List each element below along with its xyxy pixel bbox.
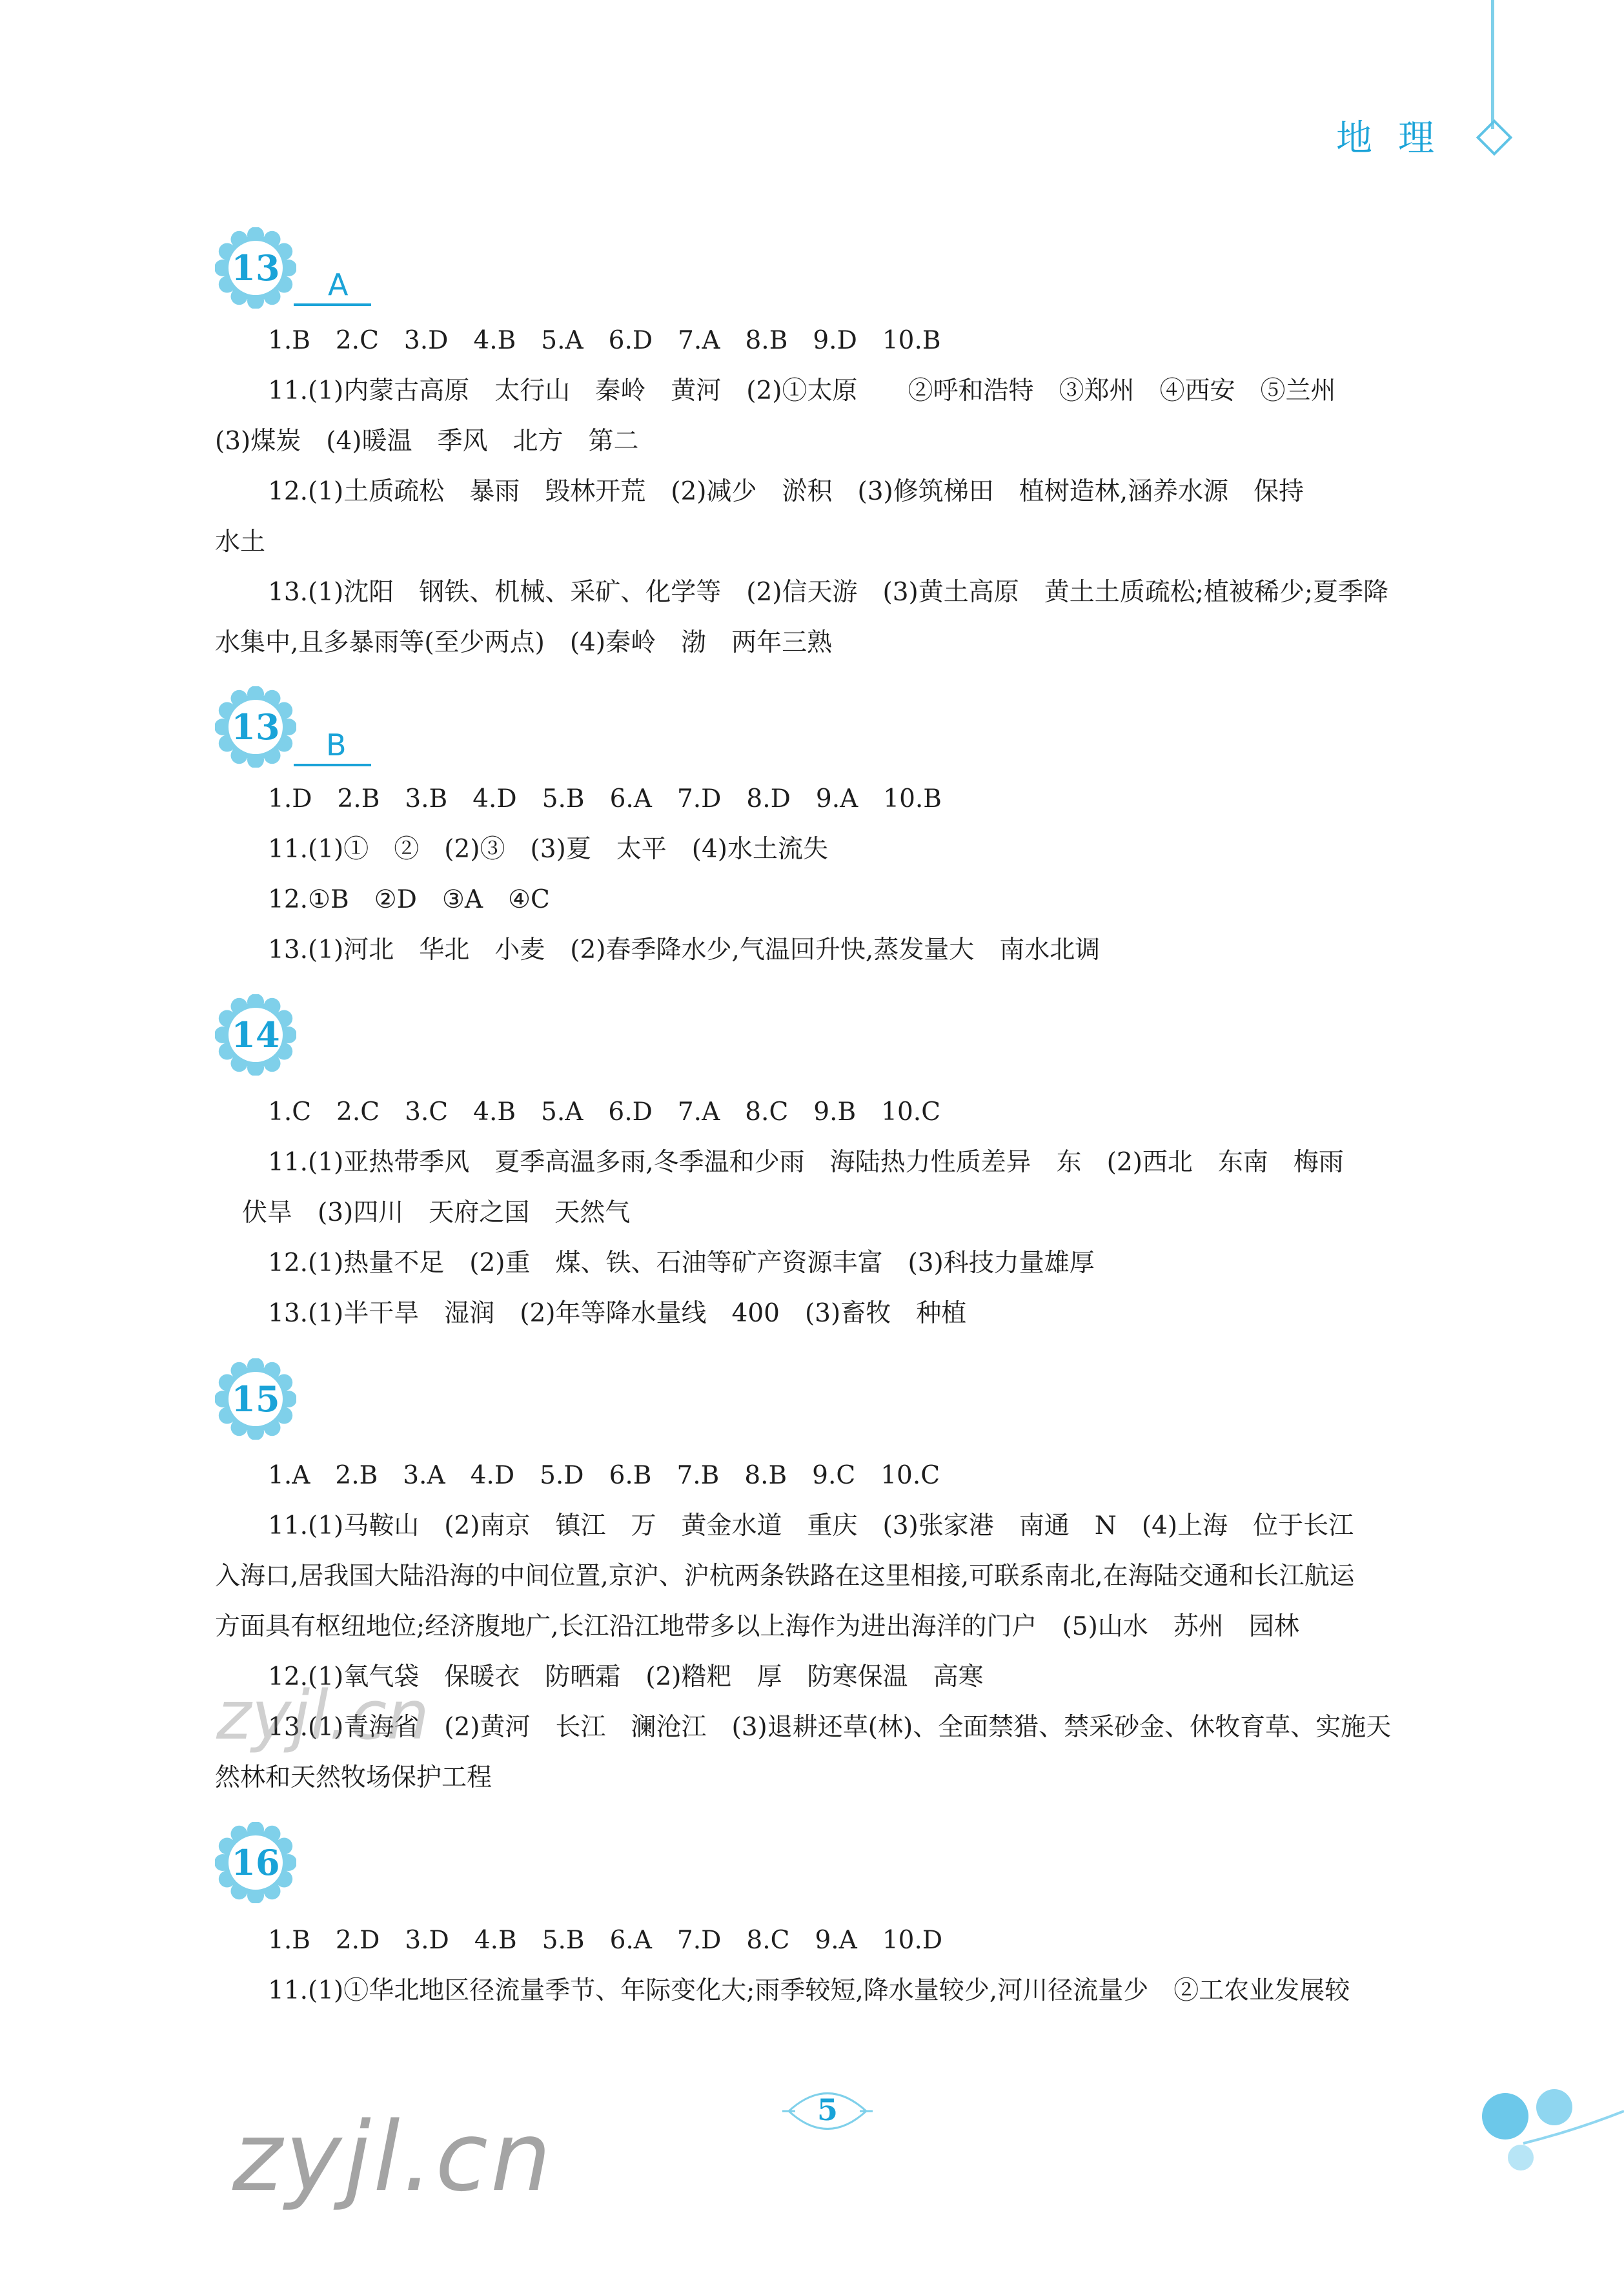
- answer-line: 13.(1)河北 华北 小麦 (2)春季降水少,气温回升快,蒸发量大 南水北调: [268, 935, 1101, 965]
- subject-title: 地理: [1336, 117, 1460, 159]
- answer-line: 12.(1)氧气袋 保暖衣 防晒霜 (2)糌粑 厚 防寒保温 高寒: [268, 1662, 984, 1691]
- answer-line: 13.(1)半干旱 湿润 (2)年等降水量线 400 (3)畜牧 种植: [268, 1299, 967, 1328]
- answer-line: 水集中,且多暴雨等(至少两点) (4)秦岭 渤 两年三熟: [215, 628, 833, 657]
- answer-line: 12.(1)热量不足 (2)重 煤、铁、石油等矿产资源丰富 (3)科技力量雄厚: [268, 1249, 1095, 1278]
- section-badge: [215, 686, 296, 768]
- watermark: zyjl.cn: [216, 1676, 430, 1755]
- section-sub-label: B: [326, 728, 347, 762]
- header-decorative-line: [1491, 0, 1494, 129]
- answer-line: 入海口,居我国大陆沿海的中间位置,京沪、沪杭两条铁路在这里相接,可联系南北,在海陆交通和长江航运: [215, 1562, 1355, 1591]
- section-number: 15: [231, 1378, 280, 1420]
- section-number: 13: [231, 706, 280, 748]
- answer-line: 1.C 2.C 3.C 4.B 5.A 6.D 7.A 8.C 9.B 10.C: [268, 1098, 941, 1127]
- answer-line: 13.(1)青海省 (2)黄河 长江 澜沧江 (3)退耕还草(林)、全面禁猎、禁采砂金、休牧育草、实施天: [268, 1713, 1392, 1742]
- answer-line: 13.(1)沈阳 钢铁、机械、采矿、化学等 (2)信天游 (3)黄土高原 黄土土质疏松;植被稀少;夏季降: [268, 578, 1389, 607]
- answer-line: 11.(1)①华北地区径流量季节、年际变化大;雨季较短,降水量较少,河川径流量少 ②工农业发展较: [268, 1976, 1350, 2005]
- answer-line: 1.D 2.B 3.B 4.D 5.B 6.A 7.D 8.D 9.A 10.B: [268, 784, 942, 813]
- answer-line: 水土: [215, 527, 266, 557]
- watermark: zyjl.cn: [232, 2101, 554, 2212]
- answer-line: 12.(1)土质疏松 暴雨 毁林开荒 (2)减少 淤积 (3)修筑梯田 植树造林,涵养水源 保持: [268, 477, 1304, 506]
- page-number-text: 5: [817, 2092, 838, 2127]
- section-number: 14: [231, 1014, 280, 1056]
- answer-line: 1.B 2.C 3.D 4.B 5.A 6.D 7.A 8.B 9.D 10.B: [268, 326, 941, 355]
- section-badge: [215, 1358, 296, 1440]
- section-badge: [215, 227, 296, 309]
- answer-line: 然林和天然牧场保护工程: [215, 1763, 492, 1792]
- diamond-icon: [1476, 119, 1513, 156]
- section-number: 16: [231, 1842, 280, 1883]
- answer-line: 11.(1)亚热带季风 夏季高温多雨,冬季温和少雨 海陆热力性质差异 东 (2)西北 东南 梅雨: [268, 1148, 1344, 1177]
- answer-line: 1.B 2.D 3.D 4.B 5.B 6.A 7.D 8.C 9.A 10.D: [268, 1926, 943, 1955]
- section-badge: [215, 994, 296, 1076]
- answer-line: 方面具有枢纽地位;经济腹地广,长江沿江地带多以上海作为进出海洋的门户 (5)山水 苏州 园林: [215, 1612, 1299, 1641]
- answer-line: 11.(1)内蒙古高原 太行山 秦岭 黄河 (2)①太原 ②呼和浩特 ③郑州 ④西安 ⑤兰州: [268, 376, 1336, 405]
- section-sub-label: A: [328, 267, 349, 302]
- answer-line: (3)煤炭 (4)暖温 季风 北方 第二: [215, 427, 639, 456]
- section-sub-underline: [294, 303, 371, 306]
- bubbles-decoration-icon: [1478, 2085, 1624, 2182]
- answer-line: 12.①B ②D ③A ④C: [268, 885, 550, 914]
- page-number: [782, 2082, 873, 2140]
- section-number: 13: [231, 247, 280, 289]
- section-sub-underline: [294, 764, 371, 766]
- answer-line: 11.(1)马鞍山 (2)南京 镇江 万 黄金水道 重庆 (3)张家港 南通 N (4)上海 位于长江: [268, 1511, 1354, 1540]
- answer-line: 伏旱 (3)四川 天府之国 天然气: [242, 1198, 631, 1227]
- answer-line: 1.A 2.B 3.A 4.D 5.D 6.B 7.B 8.B 9.C 10.C: [268, 1461, 940, 1490]
- answer-line: 11.(1)① ② (2)③ (3)夏 太平 (4)水土流失: [268, 835, 828, 864]
- section-badge: [215, 1822, 296, 1903]
